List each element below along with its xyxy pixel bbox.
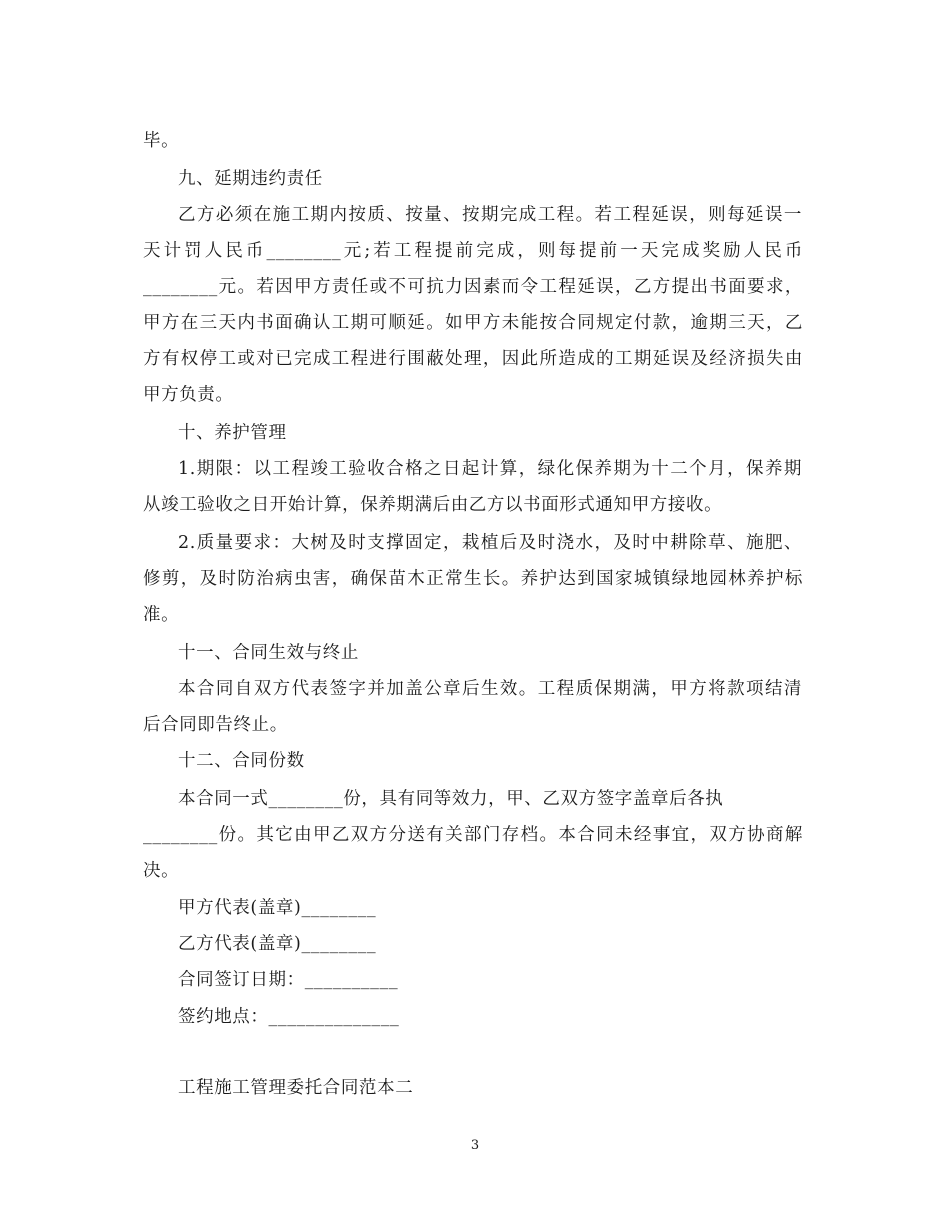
text-line: 准。 bbox=[143, 605, 180, 625]
text-line: 决。 bbox=[143, 861, 180, 881]
section-heading: 十一、合同生效与终止 bbox=[178, 643, 359, 663]
document-subtitle: 工程施工管理委托合同范本二 bbox=[178, 1078, 414, 1098]
text-line: 修剪，及时防治病虫害，确保苗木正常生长。养护达到国家城镇绿地园林养护标 bbox=[143, 569, 803, 589]
text-line: ________元。若因甲方责任或不可抗力因素而令工程延误，乙方提出书面要求， bbox=[143, 277, 803, 297]
text-line: 天计罚人民币________元;若工程提前完成，则每提前一天完成奖励人民币 bbox=[143, 241, 803, 261]
signing-date-line: 合同签订日期：__________ bbox=[178, 970, 399, 990]
text-line: 后合同即告终止。 bbox=[143, 715, 288, 735]
page-number: 3 bbox=[470, 1138, 480, 1153]
text-line: 1.期限：以工程竣工验收合格之日起计算，绿化保养期为十二个月，保养期 bbox=[178, 459, 802, 479]
text-line: 毕。 bbox=[143, 131, 180, 151]
section-heading: 十、养护管理 bbox=[178, 423, 287, 443]
text-line: 甲方负责。 bbox=[143, 385, 234, 405]
text-line: 从竣工验收之日开始计算，保养期满后由乙方以书面形式通知甲方接收。 bbox=[143, 495, 723, 515]
section-heading: 九、延期违约责任 bbox=[178, 169, 323, 189]
signature-line-party-b: 乙方代表(盖章)________ bbox=[178, 934, 377, 954]
text-line: 方有权停工或对已完成工程进行围蔽处理，因此所造成的工期延误及经济损失由 bbox=[143, 349, 803, 369]
text-line: 甲方在三天内书面确认工期可顺延。如甲方未能按合同规定付款，逾期三天，乙 bbox=[143, 313, 803, 333]
text-line: ________份。其它由甲乙双方分送有关部门存档。本合同未经事宜，双方协商解 bbox=[143, 825, 803, 845]
text-line: 本合同自双方代表签字并加盖公章后生效。工程质保期满，甲方将款项结清 bbox=[178, 679, 802, 699]
text-line: 乙方必须在施工期内按质、按量、按期完成工程。若工程延误，则每延误一 bbox=[178, 205, 802, 225]
section-heading: 十二、合同份数 bbox=[178, 751, 305, 771]
signature-line-party-a: 甲方代表(盖章)________ bbox=[178, 898, 377, 918]
signing-place-line: 签约地点：______________ bbox=[178, 1007, 400, 1027]
text-line: 2.质量要求：大树及时支撑固定，栽植后及时浇水，及时中耕除草、施肥、 bbox=[178, 533, 802, 553]
text-line: 本合同一式________份，具有同等效力，甲、乙双方签字盖章后各执 bbox=[178, 789, 724, 809]
